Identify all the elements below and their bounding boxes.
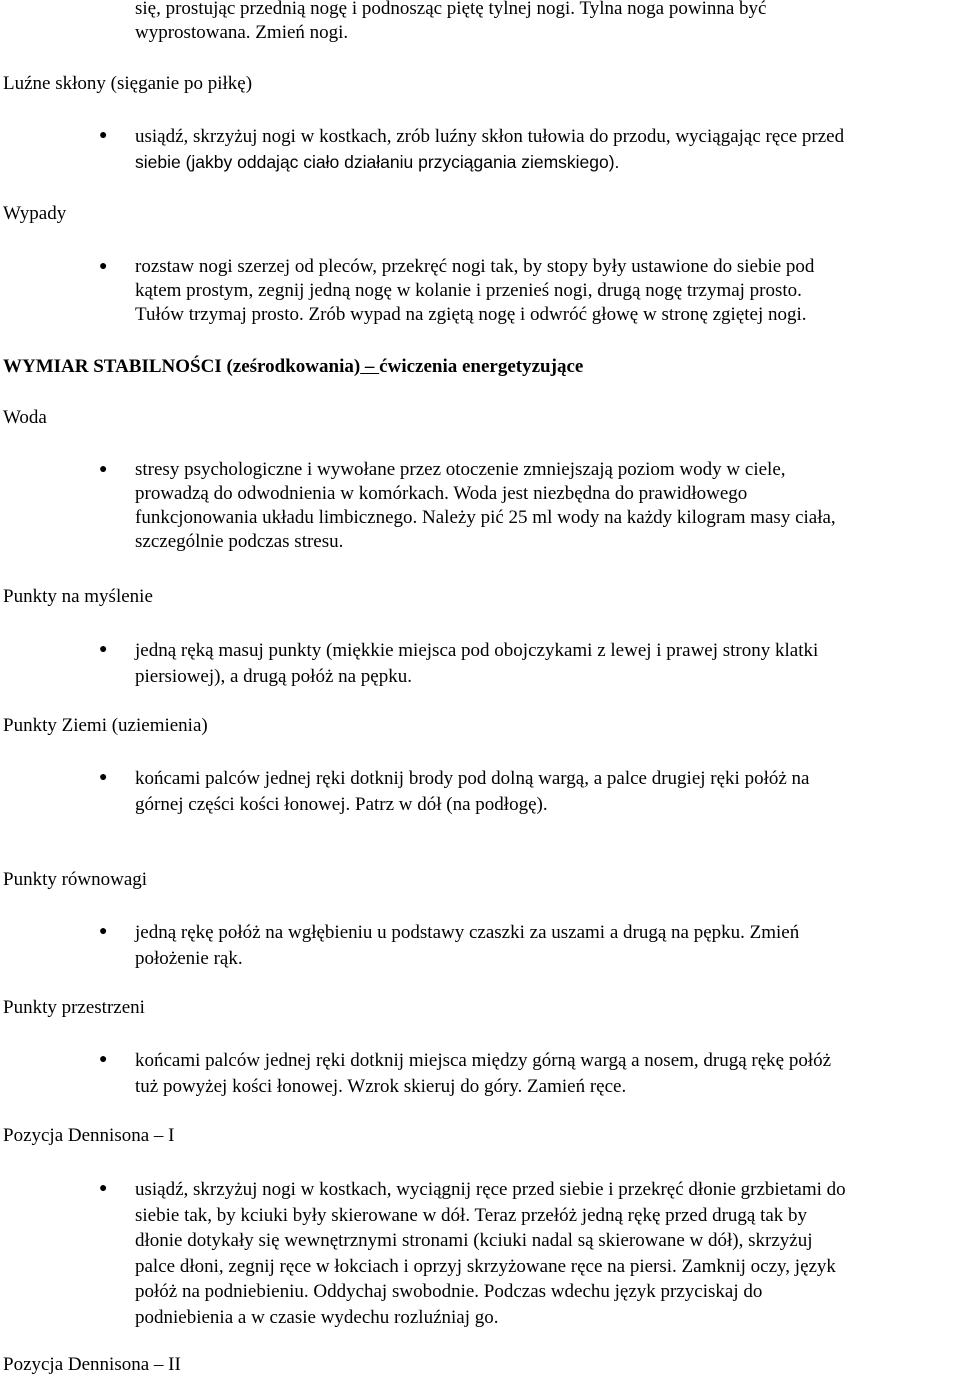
woda-line-a: stresy psychologiczne i wywołane przez otoczenie zmniejszają poziom wody w ciele, bbox=[135, 459, 786, 480]
dennison1-paragraph bbox=[135, 1177, 960, 1330]
heading-pozycja-dennisona-1: Pozycja Dennisona – I bbox=[3, 1125, 175, 1146]
luzne-line-b-sans: siebie (jakby oddając ciało działaniu przyciągania ziemskiego). bbox=[135, 151, 620, 172]
woda-paragraph bbox=[135, 458, 960, 554]
ziemi-line-b: górnej części kości łonowej. Patrz w dół (na podłogę). bbox=[135, 793, 548, 815]
bullet-icon: ● bbox=[99, 770, 108, 785]
dennison1-line-e: połóż na podniebieniu. Oddychaj swobodnie. Podczas wdechu język przyciskaj do bbox=[135, 1281, 763, 1302]
luzne-line-a: usiądź, skrzyżuj nogi w kostkach, zrób luźny skłon tułowia do przodu, wyciągając ręce przed bbox=[135, 126, 845, 147]
woda-line-b: prowadzą do odwodnienia w komórkach. Woda jest niezbędna do prawidłowego bbox=[135, 483, 748, 504]
intro-paragraph bbox=[135, 0, 960, 45]
section-title-dash: – bbox=[360, 356, 380, 377]
rownowagi-paragraph bbox=[135, 920, 960, 971]
wypady-paragraph bbox=[135, 255, 960, 327]
dennison1-line-b: siebie tak, by kciuki były skierowane w dół. Teraz przełóż jedną rękę przed drugą tak by bbox=[135, 1204, 808, 1226]
bullet-icon: ● bbox=[99, 642, 108, 657]
bullet-icon: ● bbox=[99, 924, 108, 939]
dennison1-line-c: dłonie dotykały się wewnętrznymi stronami (kciuki nadal są skierowane w dół), skrzyżuj bbox=[135, 1230, 813, 1251]
rownowagi-line-b: położenie rąk. bbox=[135, 947, 243, 969]
bullet-icon: ● bbox=[99, 462, 108, 477]
dennison1-line-d: palce dłoni, zegnij ręce w łokciach i oprzyj skrzyżowane ręce na piersi. Zamknij oczy, język bbox=[135, 1255, 836, 1277]
ziemi-paragraph bbox=[135, 766, 960, 817]
bullet-icon: ● bbox=[99, 259, 108, 274]
heading-woda: Woda bbox=[3, 407, 47, 428]
przestrzeni-paragraph bbox=[135, 1048, 960, 1099]
woda-line-c: funkcjonowania układu limbicznego. Należy pić 25 ml wody na każdy kilogram masy ciała, bbox=[135, 507, 836, 528]
ziemi-line-a: końcami palców jednej ręki dotknij brody pod dolną wargą, a palce drugiej ręki połóż na bbox=[135, 768, 810, 789]
woda-line-d: szczególnie podczas stresu. bbox=[135, 531, 344, 552]
heading-punkty-ziemi: Punkty Ziemi (uziemienia) bbox=[3, 715, 208, 736]
section-title-sub: ćwiczenia energetyzujące bbox=[379, 356, 584, 377]
dennison1-line-f: podniebienia a w czasie wydechu rozluźniaj go. bbox=[135, 1306, 499, 1328]
przestrzeni-line-a: końcami palców jednej ręki dotknij miejsca między górną wargą a nosem, drugą rękę połóż bbox=[135, 1050, 832, 1071]
przestrzeni-line-b: tuż powyżej kości łonowej. Wzrok skieruj do góry. Zamień ręce. bbox=[135, 1075, 627, 1097]
luzne-sklony-paragraph bbox=[135, 124, 960, 175]
intro-line-2: wyprostowana. Zmień nogi. bbox=[135, 22, 349, 43]
bullet-icon: ● bbox=[99, 1181, 108, 1196]
rownowagi-line-a: jedną rękę połóż na wgłębieniu u podstawy czaszki za uszami a drugą na pępku. Zmień bbox=[135, 922, 800, 943]
wypady-line-c: Tułów trzymaj prosto. Zrób wypad na zgiętą nogę i odwróć głowę w stronę zgiętej nogi. bbox=[135, 304, 807, 325]
myslenie-line-b: piersiowej), a drugą połóż na pępku. bbox=[135, 665, 412, 687]
heading-wypady: Wypady bbox=[3, 203, 67, 224]
section-title bbox=[3, 355, 583, 379]
bullet-icon: ● bbox=[99, 128, 108, 143]
wypady-line-a: rozstaw nogi szerzej od pleców, przekręć nogi tak, by stopy były ustawione do siebie pod bbox=[135, 256, 815, 277]
section-title-main: WYMIAR STABILNOŚCI (ześrodkowania) bbox=[3, 356, 361, 377]
dennison1-line-a: usiądź, skrzyżuj nogi w kostkach, wyciągnij ręce przed siebie i przekręć dłonie grzbietami do bbox=[135, 1179, 846, 1200]
wypady-line-b: kątem prostym, zegnij jedną nogę w kolanie i przenieś nogi, drugą nogę trzymaj prosto. bbox=[135, 280, 802, 301]
heading-punkty-rownowagi: Punkty równowagi bbox=[3, 869, 148, 890]
heading-luzne-sklony: Luźne skłony (sięganie po piłkę) bbox=[3, 73, 253, 94]
myslenie-line-a: jedną ręką masuj punkty (miękkie miejsca pod obojczykami z lewej i prawej strony klatki bbox=[135, 640, 819, 661]
myslenie-paragraph bbox=[135, 638, 960, 689]
bullet-icon: ● bbox=[99, 1052, 108, 1067]
intro-line-1: się, prostując przednią nogę i podnosząc piętę tylnej nogi. Tylna noga powinna być bbox=[135, 0, 767, 19]
heading-punkty-myslenie: Punkty na myślenie bbox=[3, 586, 153, 607]
heading-pozycja-dennisona-2: Pozycja Dennisona – II bbox=[3, 1354, 181, 1375]
heading-punkty-przestrzeni: Punkty przestrzeni bbox=[3, 997, 145, 1018]
